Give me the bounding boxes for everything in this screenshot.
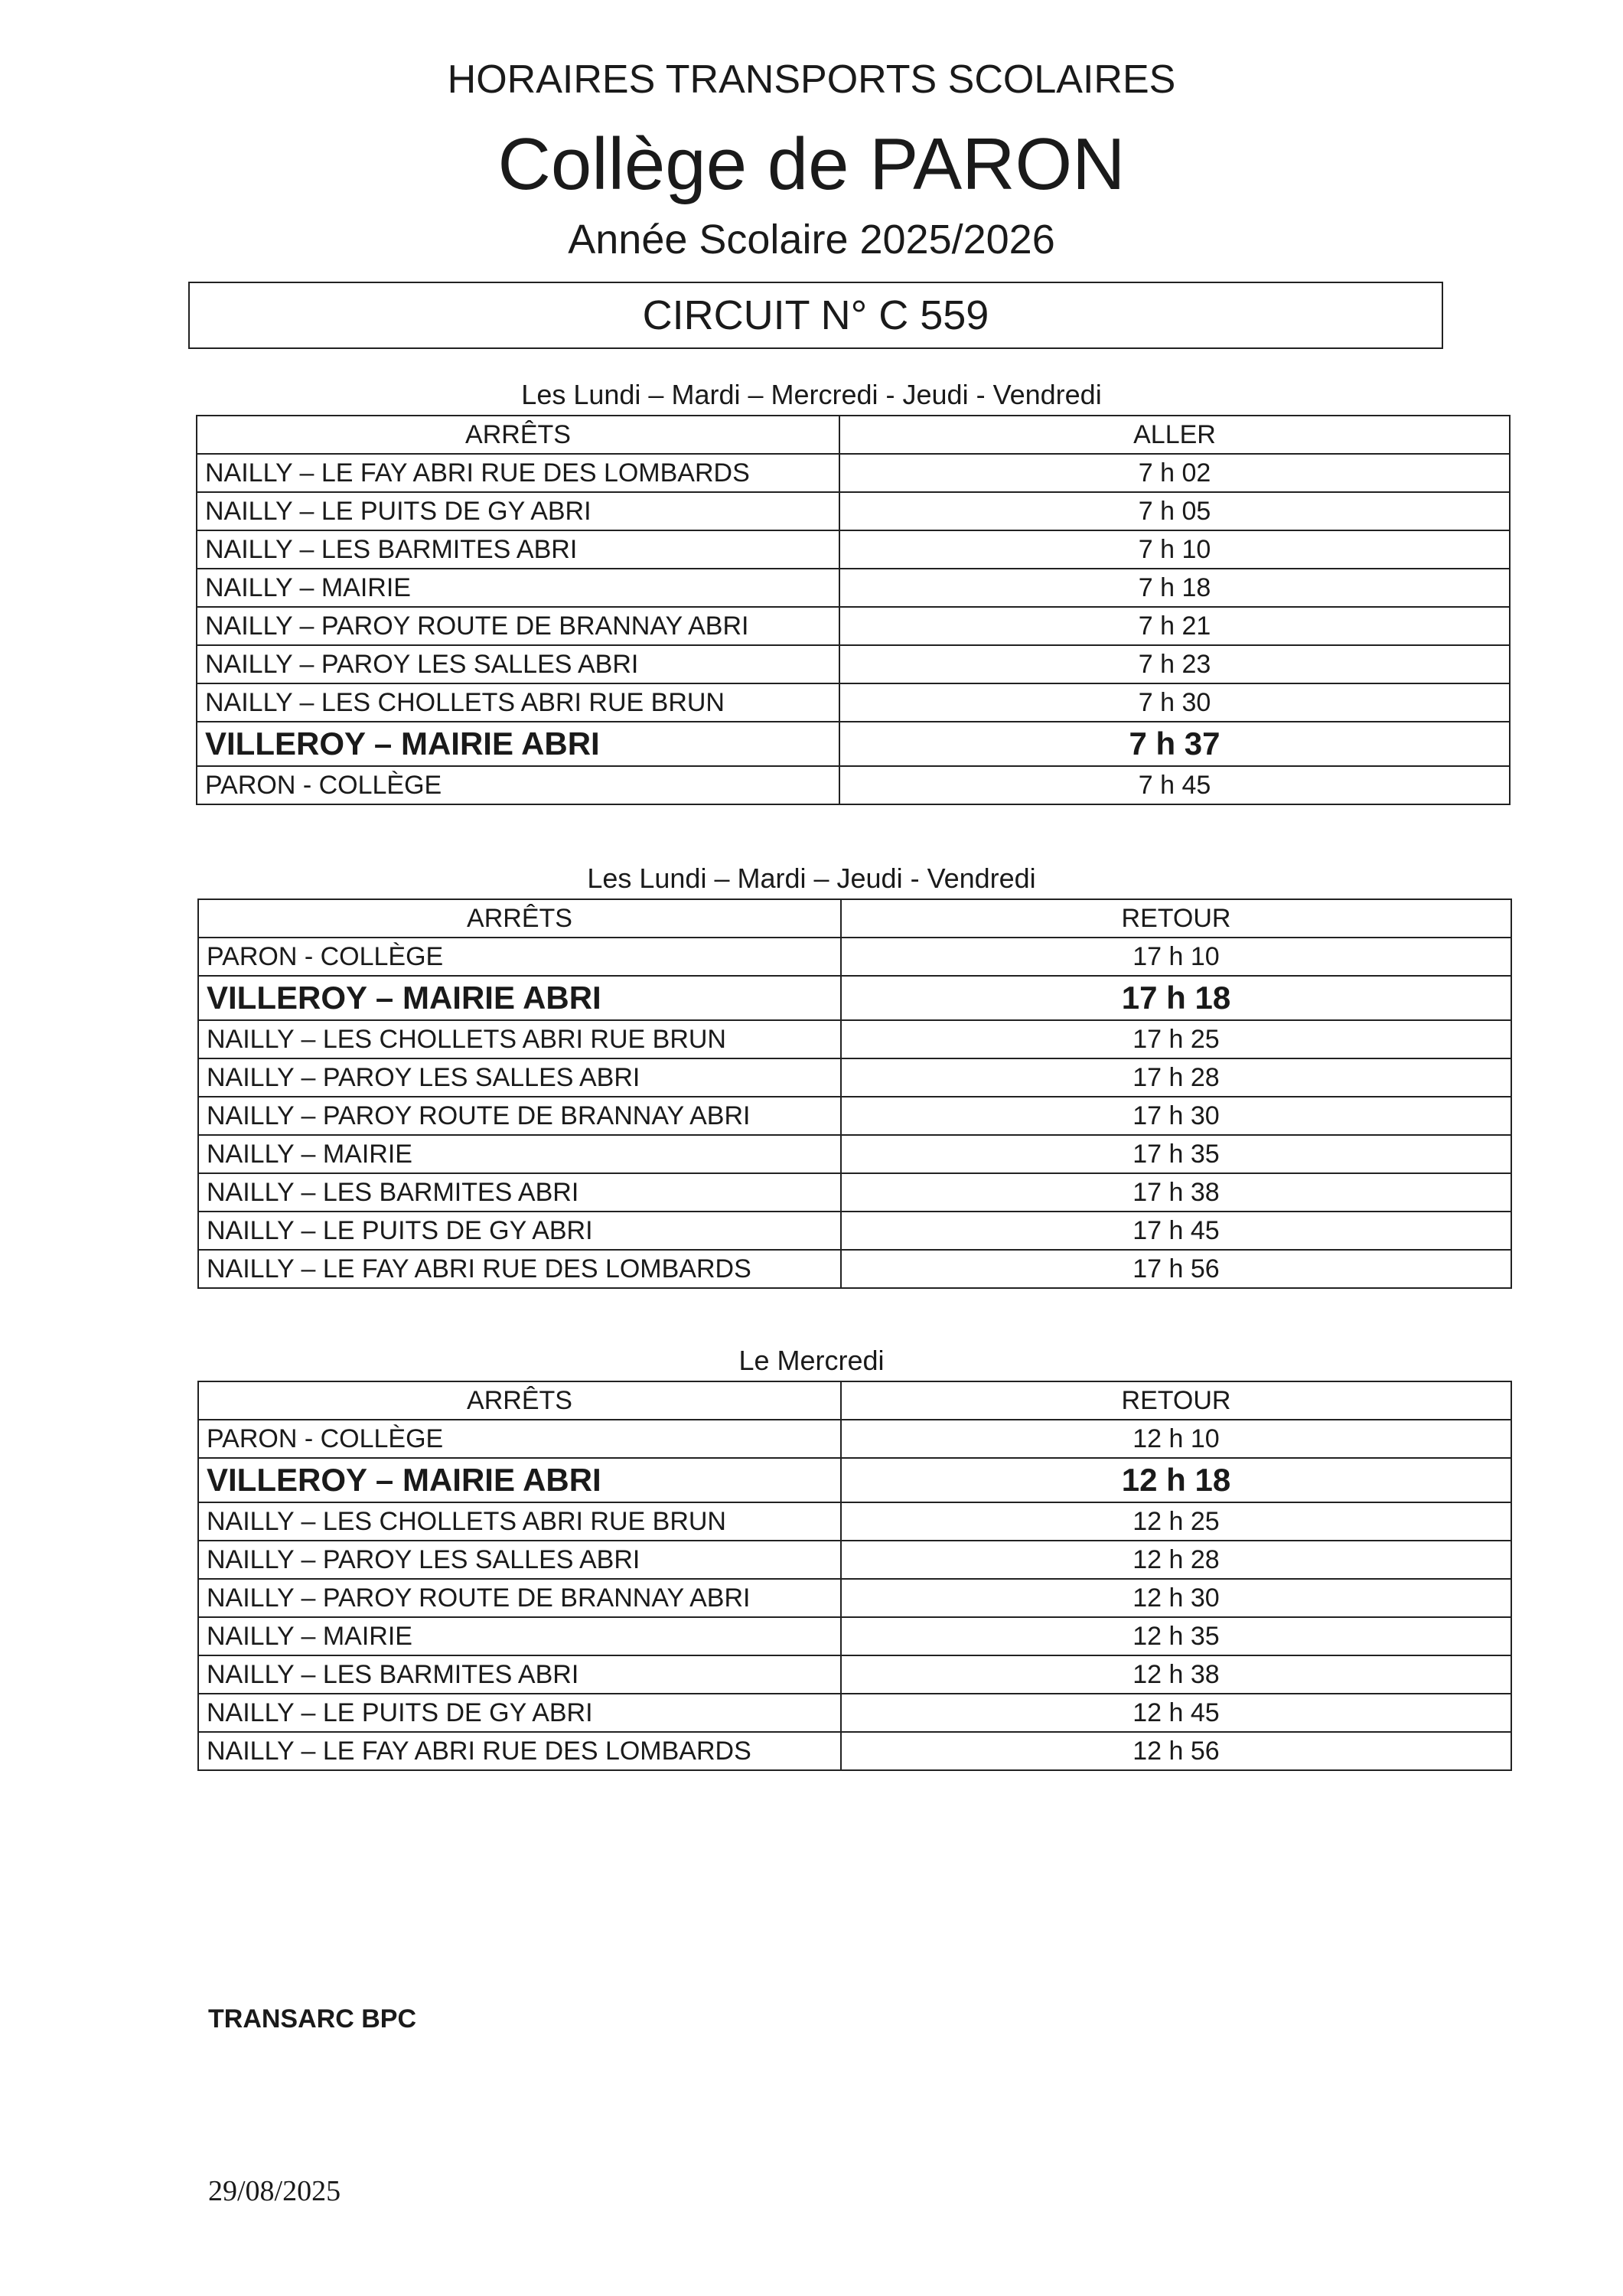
section-caption-retour-wednesday: Le Mercredi [738,1345,885,1376]
table-row [197,492,1510,530]
table-row [198,1502,1511,1541]
document-heading: HORAIRES TRANSPORTS SCOLAIRES [447,57,1176,102]
stop-name: NAILLY – LES BARMITES ABRI [197,530,839,569]
table-row [198,1617,1511,1655]
stop-time: 12 h 10 [841,1420,1511,1458]
stop-time: 7 h 02 [839,454,1510,492]
table-row [197,683,1510,722]
school-year: Année Scolaire 2025/2026 [568,217,1055,263]
stop-name: NAILLY – LES CHOLLETS ABRI RUE BRUN [198,1020,841,1058]
stop-time: 17 h 25 [841,1020,1511,1058]
stop-name: VILLEROY – MAIRIE ABRI [198,976,841,1020]
column-header-time: RETOUR [841,1381,1511,1420]
stop-time: 12 h 56 [841,1732,1511,1770]
stop-time: 7 h 05 [839,492,1510,530]
stop-name: NAILLY – LES BARMITES ABRI [198,1655,841,1694]
stop-name: NAILLY – PAROY ROUTE DE BRANNAY ABRI [198,1097,841,1135]
stop-name: NAILLY – LE PUITS DE GY ABRI [198,1694,841,1732]
stop-time: 7 h 30 [839,683,1510,722]
table-header-row [198,1381,1511,1420]
stop-name: NAILLY – PAROY ROUTE DE BRANNAY ABRI [197,607,839,645]
table-row [198,1694,1511,1732]
stop-name: PARON - COLLÈGE [198,1420,841,1458]
stop-name: NAILLY – LES BARMITES ABRI [198,1173,841,1212]
stop-name: NAILLY – LES CHOLLETS ABRI RUE BRUN [198,1502,841,1541]
stop-time: 7 h 23 [839,645,1510,683]
table-row [198,1458,1511,1502]
table-row [198,1097,1511,1135]
document-title: Collège de PARON [497,123,1126,205]
section-caption-aller: Les Lundi – Mardi – Mercredi - Jeudi - Vendredi [521,379,1102,410]
stop-time: 17 h 56 [841,1250,1511,1288]
table-row [198,1420,1511,1458]
operator-name: TRANSARC BPC [208,2004,416,2033]
stop-time: 7 h 45 [839,766,1510,804]
stop-time: 12 h 25 [841,1502,1511,1541]
stop-time: 7 h 18 [839,569,1510,607]
table-row [198,1058,1511,1097]
table-row [198,976,1511,1020]
stop-name: VILLEROY – MAIRIE ABRI [198,1458,841,1502]
table-row [198,938,1511,976]
stop-time: 7 h 37 [839,722,1510,766]
table-row [197,607,1510,645]
section-caption-retour-week: Les Lundi – Mardi – Jeudi - Vendredi [587,863,1036,894]
stop-time: 7 h 10 [839,530,1510,569]
table-header-row [197,416,1510,454]
column-header-stops: ARRÊTS [198,1381,841,1420]
table-row [197,645,1510,683]
stop-time: 12 h 38 [841,1655,1511,1694]
schedule-table-retour-week [197,899,1512,1289]
stop-name: NAILLY – MAIRIE [198,1617,841,1655]
stop-time: 17 h 35 [841,1135,1511,1173]
stop-time: 17 h 18 [841,976,1511,1020]
table-row [198,1250,1511,1288]
stop-name: PARON - COLLÈGE [198,938,841,976]
table-row [197,530,1510,569]
column-header-stops: ARRÊTS [197,416,839,454]
stop-name: NAILLY – LE FAY ABRI RUE DES LOMBARDS [198,1732,841,1770]
stop-name: PARON - COLLÈGE [197,766,839,804]
stop-name: NAILLY – MAIRIE [197,569,839,607]
column-header-time: ALLER [839,416,1510,454]
table-row [197,569,1510,607]
stop-time: 17 h 30 [841,1097,1511,1135]
stop-name: NAILLY – PAROY ROUTE DE BRANNAY ABRI [198,1579,841,1617]
stop-time: 17 h 38 [841,1173,1511,1212]
table-row [197,722,1510,766]
table-row [198,1135,1511,1173]
stop-name: NAILLY – LE PUITS DE GY ABRI [197,492,839,530]
table-header-row [198,899,1511,938]
circuit-number-box: CIRCUIT N° C 559 [188,282,1443,349]
stop-name: NAILLY – LE PUITS DE GY ABRI [198,1212,841,1250]
table-row [198,1655,1511,1694]
stop-name: NAILLY – PAROY LES SALLES ABRI [197,645,839,683]
document-date: 29/08/2025 [208,2175,341,2207]
stop-name: NAILLY – PAROY LES SALLES ABRI [198,1541,841,1579]
schedule-table-aller [196,415,1511,805]
stop-time: 12 h 35 [841,1617,1511,1655]
column-header-stops: ARRÊTS [198,899,841,938]
stop-time: 12 h 30 [841,1579,1511,1617]
table-row [198,1732,1511,1770]
column-header-time: RETOUR [841,899,1511,938]
stop-name: NAILLY – LES CHOLLETS ABRI RUE BRUN [197,683,839,722]
table-row [197,454,1510,492]
table-row [198,1173,1511,1212]
stop-time: 12 h 18 [841,1458,1511,1502]
stop-name: VILLEROY – MAIRIE ABRI [197,722,839,766]
table-row [197,766,1510,804]
table-row [198,1541,1511,1579]
stop-time: 12 h 45 [841,1694,1511,1732]
schedule-table-retour-wednesday [197,1381,1512,1771]
table-row [198,1579,1511,1617]
stop-time: 17 h 45 [841,1212,1511,1250]
stop-time: 12 h 28 [841,1541,1511,1579]
stop-name: NAILLY – PAROY LES SALLES ABRI [198,1058,841,1097]
stop-name: NAILLY – MAIRIE [198,1135,841,1173]
stop-name: NAILLY – LE FAY ABRI RUE DES LOMBARDS [197,454,839,492]
stop-time: 17 h 10 [841,938,1511,976]
stop-name: NAILLY – LE FAY ABRI RUE DES LOMBARDS [198,1250,841,1288]
stop-time: 7 h 21 [839,607,1510,645]
table-row [198,1212,1511,1250]
table-row [198,1020,1511,1058]
stop-time: 17 h 28 [841,1058,1511,1097]
